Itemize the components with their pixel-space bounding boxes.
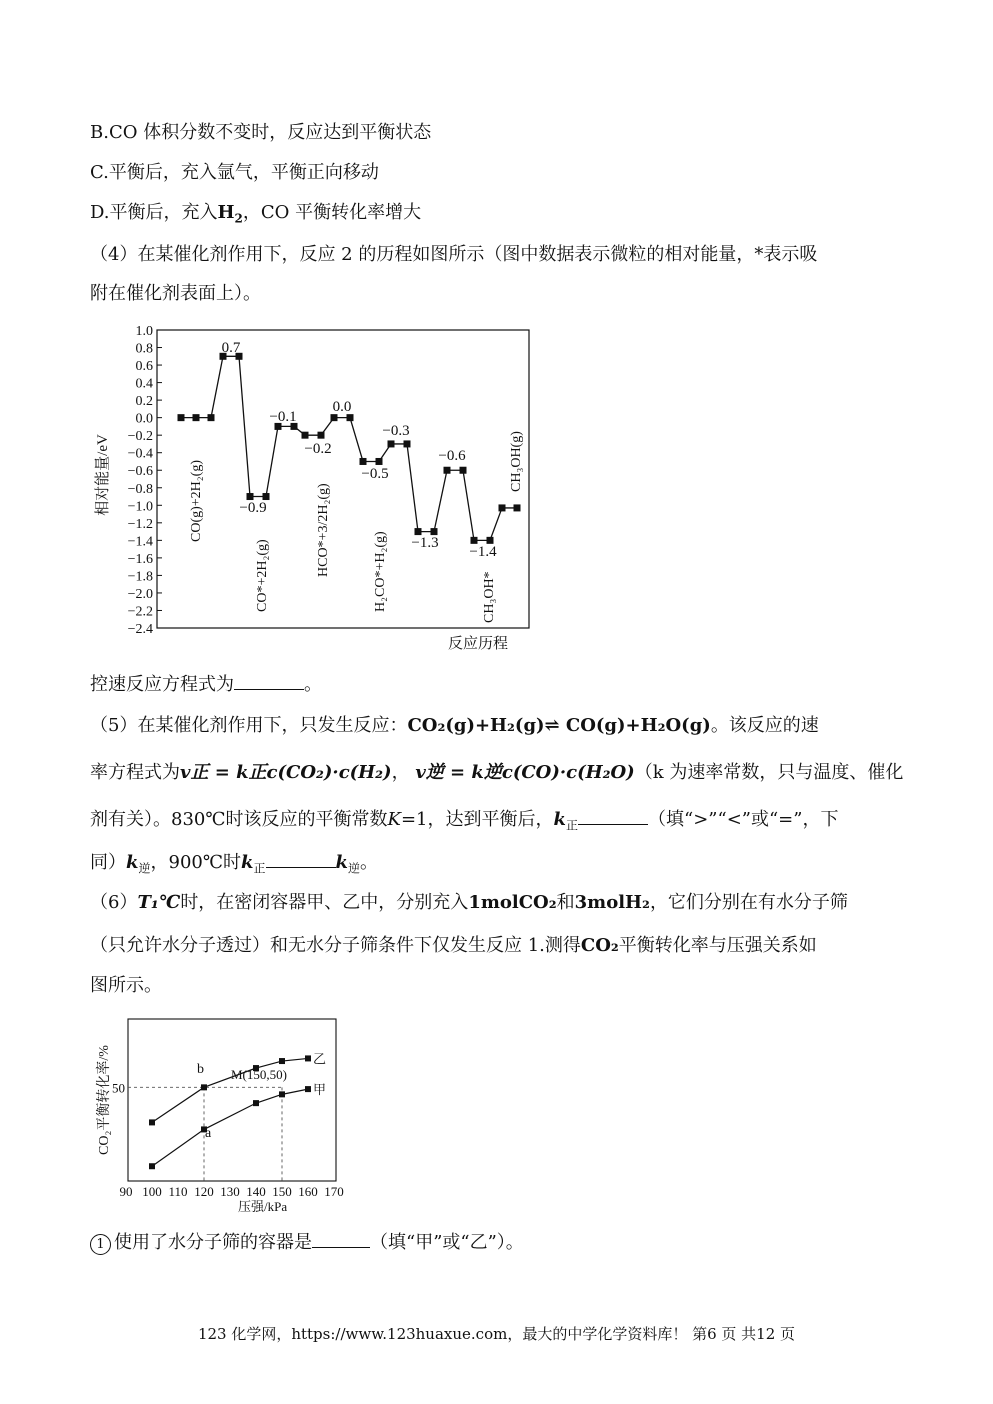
energy-value-label: 0.7: [221, 340, 241, 356]
energy-value-label: −0.1: [269, 409, 297, 425]
energy-ylabel: 相对能量/eV: [95, 434, 111, 516]
energy-point: [263, 493, 270, 500]
energy-ytick-label: 0.8: [135, 341, 153, 357]
conversion-xtick-label: 90: [119, 1184, 133, 1199]
energy-point: [331, 414, 338, 421]
q6-line1: （6）T₁℃时，在密闭容器甲、乙中，分别充入1molCO₂和3molH₂，它们分别在有水分子筛: [90, 892, 848, 913]
energy-point: [404, 440, 411, 447]
conversion-xtick-label: 140: [246, 1184, 266, 1199]
answer-blank[interactable]: [234, 671, 304, 690]
series-point: [305, 1086, 311, 1092]
energy-point: [499, 504, 506, 511]
q6-line2: （只允许水分子透过）和无水分子筛条件下仅发生反应 1.测得CO₂平衡转化率与压强关系如: [90, 935, 817, 956]
answer-blank[interactable]: [578, 806, 648, 825]
option-c: C.平衡后，充入氩气，平衡正向移动: [90, 162, 379, 183]
conversion-xtick-label: 110: [168, 1184, 188, 1199]
energy-ytick-label: 0.2: [135, 394, 153, 410]
energy-point: [347, 414, 354, 421]
energy-point: [388, 440, 395, 447]
energy-ytick-label: 1.0: [135, 324, 153, 339]
q5-line3: 剂有关）。830℃时该反应的平衡常数K=1，达到平衡后，$k_正$ （填“>”“<”或“=”，下: [90, 806, 838, 838]
energy-ytick-label: −0.8: [127, 481, 153, 497]
energy-value-label: 0.0: [332, 399, 352, 415]
energy-species-label: CO*+2H₂(g): [255, 539, 270, 612]
energy-point: [318, 432, 325, 439]
energy-ytick-label: −2.4: [127, 622, 153, 637]
series-point: [279, 1091, 285, 1097]
energy-point: [444, 467, 451, 474]
energy-ytick-label: −0.6: [127, 464, 153, 480]
annotation-b: b: [197, 1062, 204, 1077]
q4-line2: 附在催化剂表面上）。: [90, 283, 261, 304]
energy-point: [376, 458, 383, 465]
conversion-xtick-label: 160: [298, 1184, 318, 1199]
energy-ytick-label: −1.4: [127, 534, 153, 550]
series-point: [149, 1119, 155, 1125]
energy-species-label: HCO*+3/2H₂(g): [316, 483, 331, 577]
energy-ytick-label: −1.6: [127, 551, 153, 567]
q6-line3: 图所示。: [90, 975, 162, 996]
conversion-xtick-label: 130: [220, 1184, 240, 1199]
energy-point: [471, 537, 478, 544]
energy-value-label: −0.6: [438, 448, 466, 464]
series-point: [305, 1055, 311, 1061]
energy-point: [247, 493, 254, 500]
conversion-ytick-label: 50: [112, 1080, 125, 1096]
energy-species-label: CO(g)+2H₂(g): [189, 460, 204, 542]
energy-species-label: H₂CO*+H₂(g): [373, 531, 388, 612]
energy-plot-frame: [157, 330, 529, 628]
conversion-chart: [90, 1012, 350, 1217]
series-point: [149, 1163, 155, 1169]
page-footer: 123 化学网，https://www.123huaxue.com，最大的中学化学资料库！ 第6 页 共12 页: [197, 1325, 796, 1343]
energy-ytick-label: −1.2: [127, 516, 153, 532]
energy-value-label: −0.3: [382, 423, 410, 439]
energy-ytick-label: 0.0: [135, 411, 153, 427]
conversion-xtick-label: 170: [324, 1184, 344, 1199]
annotation-a: a: [205, 1126, 212, 1141]
energy-ytick-label: −1.0: [127, 499, 153, 515]
energy-value-label: −0.2: [304, 441, 332, 457]
energy-species-label: CH₃OH(g): [509, 431, 524, 492]
energy-path: [181, 356, 517, 540]
conversion-xtick-label: 150: [272, 1184, 292, 1199]
energy-point: [460, 467, 467, 474]
q4-line1: （4）在某催化剂作用下，反应 2 的历程如图所示（图中数据表示微粒的相对能量，*表示吸: [90, 244, 818, 265]
series-point: [279, 1058, 285, 1064]
energy-xlabel: 反应历程: [448, 636, 509, 652]
energy-point: [178, 414, 185, 421]
conversion-xlabel: 压强/kPa: [238, 1199, 288, 1214]
energy-value-label: −1.3: [411, 535, 439, 551]
energy-value-label: −0.5: [361, 466, 389, 482]
energy-ytick-label: −2.2: [127, 604, 153, 620]
series-line: [152, 1089, 308, 1166]
annotation-m: M(150,50): [231, 1067, 287, 1082]
q5-line4: 同）$k_逆$，900℃时$k_正$ $k_逆$。: [90, 849, 378, 881]
energy-profile-chart: [90, 322, 540, 657]
answer-blank[interactable]: [266, 849, 336, 868]
energy-ytick-label: −0.2: [127, 429, 153, 445]
energy-point: [514, 504, 521, 511]
q5-line1: （5）在某催化剂作用下，只发生反应：CO₂(g)+H₂(g)⇌ CO(g)+H₂O(g)。该反应的速: [90, 715, 819, 736]
conversion-xtick-label: 100: [142, 1184, 162, 1199]
q6-sub1: 1 使用了水分子筛的容器是 （填“甲”或“乙”）。: [90, 1229, 524, 1255]
energy-value-label: −0.9: [239, 500, 267, 516]
option-b: B.CO 体积分数不变时，反应达到平衡状态: [90, 122, 432, 143]
energy-point: [487, 537, 494, 544]
q5-line2: 率方程式为v正 = k正c(CO₂)·c(H₂)， v逆 = k逆c(CO)·c(H₂O)（k 为速率常数，只与温度、催化: [90, 762, 904, 783]
energy-value-label: −1.4: [469, 544, 497, 560]
energy-ytick-label: −2.0: [127, 586, 153, 602]
energy-point: [208, 414, 215, 421]
series-name-label: 甲: [313, 1082, 327, 1098]
conversion-ylabel: CO₂平衡转化率/%: [97, 1045, 112, 1155]
answer-blank[interactable]: [312, 1229, 370, 1248]
energy-ytick-label: −0.4: [127, 446, 153, 462]
energy-ytick-label: 0.4: [135, 376, 153, 392]
energy-point: [360, 458, 367, 465]
series-point: [253, 1100, 259, 1106]
conversion-xtick-label: 120: [194, 1184, 214, 1199]
energy-ytick-label: 0.6: [135, 359, 153, 375]
energy-ytick-label: −1.8: [127, 569, 153, 585]
conversion-plot-frame: [128, 1019, 336, 1181]
energy-point: [302, 432, 309, 439]
energy-species-label: CH₃OH*: [482, 571, 497, 623]
series-point: [201, 1084, 207, 1090]
energy-point: [193, 414, 200, 421]
series-name-label: 乙: [313, 1051, 327, 1067]
option-d: D.平衡后，充入$H_2$，CO 平衡转化率增大: [90, 202, 422, 226]
rate-control-question: 控速反应方程式为 。: [90, 671, 322, 697]
